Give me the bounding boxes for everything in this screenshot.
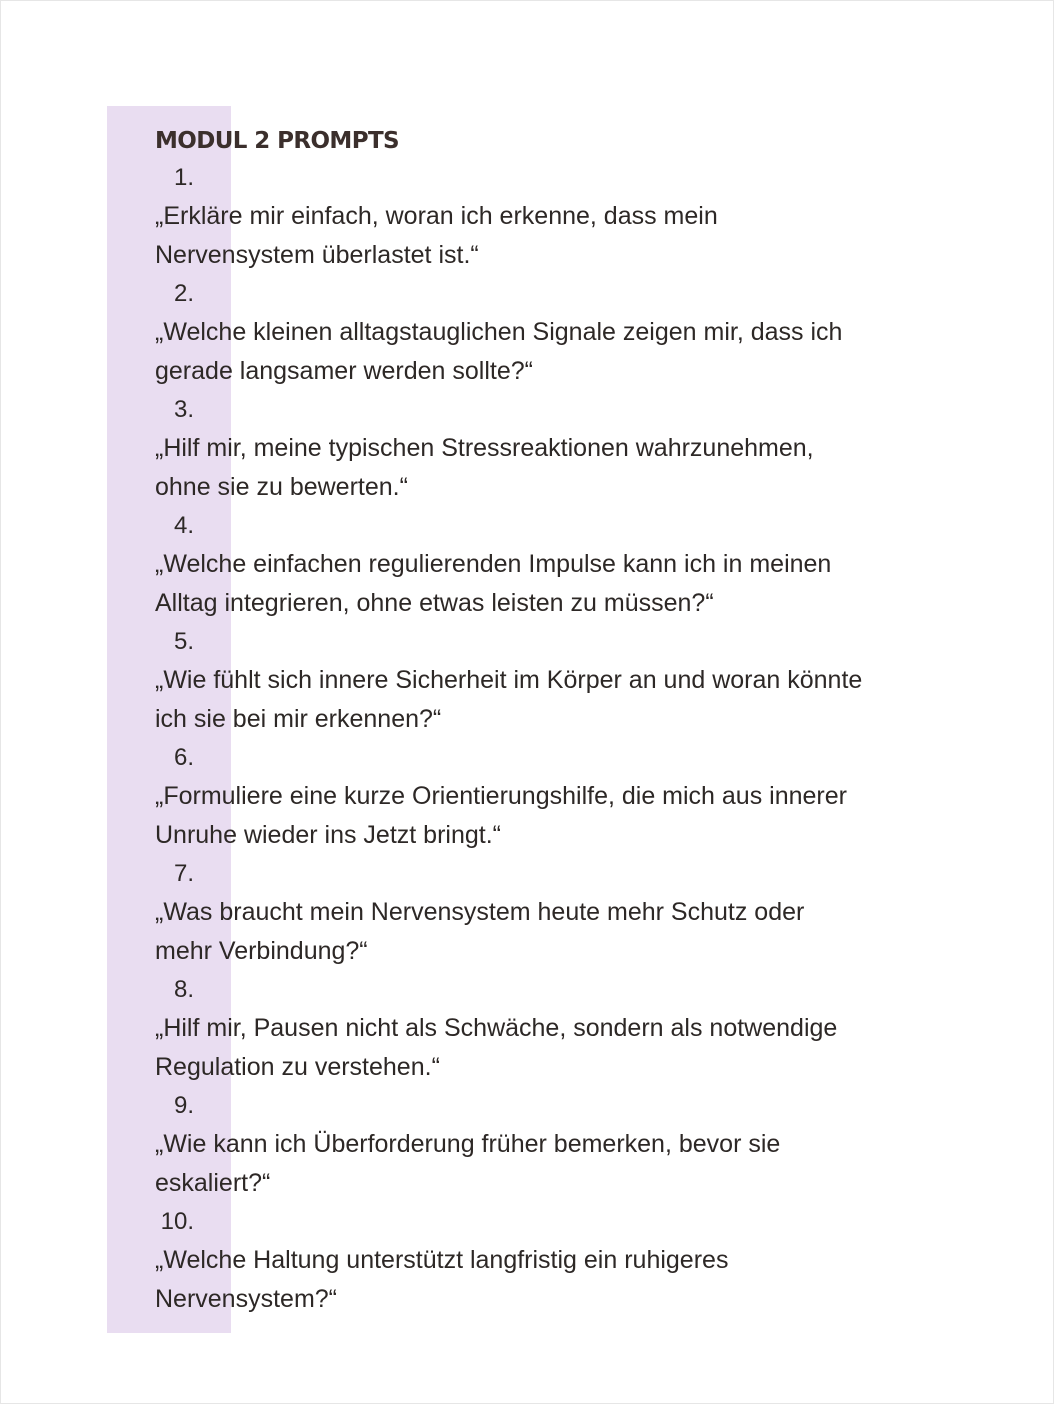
prompt-line: „Was braucht mein Nervensystem heute mehr Schutz oder	[155, 898, 805, 926]
prompt-number: 4.	[173, 512, 194, 539]
prompt-text	[155, 545, 955, 622]
prompt-text	[155, 1125, 955, 1202]
prompt-item	[155, 854, 975, 970]
prompt-line: „Welche einfachen regulierenden Impulse kann ich in meinen	[155, 550, 832, 578]
prompt-item	[155, 622, 975, 738]
prompt-line: „Formuliere eine kurze Orientierungshilfe, die mich aus innerer	[155, 782, 847, 810]
prompt-line: Unruhe wieder ins Jetzt bringt.“	[155, 820, 501, 849]
prompt-line: mehr Verbindung?“	[155, 936, 368, 965]
prompt-item	[155, 274, 975, 390]
prompt-line: ich sie bei mir erkennen?“	[155, 704, 442, 733]
prompt-text	[155, 197, 955, 274]
prompt-number: 9.	[173, 1092, 194, 1119]
prompt-line: „Hilf mir, meine typischen Stressreaktionen wahrzunehmen,	[155, 434, 814, 462]
prompt-line: Regulation zu verstehen.“	[155, 1052, 440, 1081]
prompt-text	[155, 429, 955, 506]
prompt-number: 5.	[173, 628, 194, 655]
prompt-item	[155, 1086, 975, 1202]
prompt-number: 7.	[173, 860, 194, 887]
prompt-line: „Wie fühlt sich innere Sicherheit im Körper an und woran könnte	[155, 666, 863, 694]
prompt-list	[155, 158, 975, 1318]
prompt-item	[155, 506, 975, 622]
prompt-text	[155, 1009, 955, 1086]
prompt-number: 2.	[173, 280, 194, 307]
prompt-item	[155, 390, 975, 506]
prompt-number: 1.	[173, 164, 194, 191]
prompt-line: gerade langsamer werden sollte?“	[155, 356, 533, 385]
prompt-item	[155, 970, 975, 1086]
prompt-number: 8.	[173, 976, 194, 1003]
prompt-item	[155, 738, 975, 854]
prompt-text	[155, 313, 955, 390]
prompt-line: Nervensystem?“	[155, 1284, 337, 1313]
prompt-line: Alltag integrieren, ohne etwas leisten zu müssen?“	[155, 588, 714, 617]
prompt-text	[155, 893, 955, 970]
prompt-number: 10.	[160, 1208, 194, 1235]
prompt-line: „Wie kann ich Überforderung früher bemerken, bevor sie	[155, 1130, 781, 1158]
prompt-item	[155, 1202, 975, 1318]
prompt-line: „Hilf mir, Pausen nicht als Schwäche, sondern als notwendige	[155, 1014, 838, 1042]
prompt-number: 3.	[173, 396, 194, 423]
prompt-number: 6.	[173, 744, 194, 771]
prompt-line: eskaliert?“	[155, 1168, 271, 1197]
prompt-text	[155, 661, 955, 738]
prompt-line: „Erkläre mir einfach, woran ich erkenne, dass mein	[155, 202, 718, 230]
prompt-item	[155, 158, 975, 274]
page-title: MODUL 2 PROMPTS	[155, 128, 400, 154]
prompt-line: „Welche Haltung unterstützt langfristig ein ruhigeres	[155, 1246, 729, 1274]
prompt-text	[155, 1241, 955, 1318]
prompt-line: ohne sie zu bewerten.“	[155, 472, 408, 501]
document-content	[155, 124, 975, 1318]
prompt-text	[155, 777, 955, 854]
prompt-line: „Welche kleinen alltagstauglichen Signale zeigen mir, dass ich	[155, 318, 843, 346]
prompt-line: Nervensystem überlastet ist.“	[155, 240, 479, 269]
